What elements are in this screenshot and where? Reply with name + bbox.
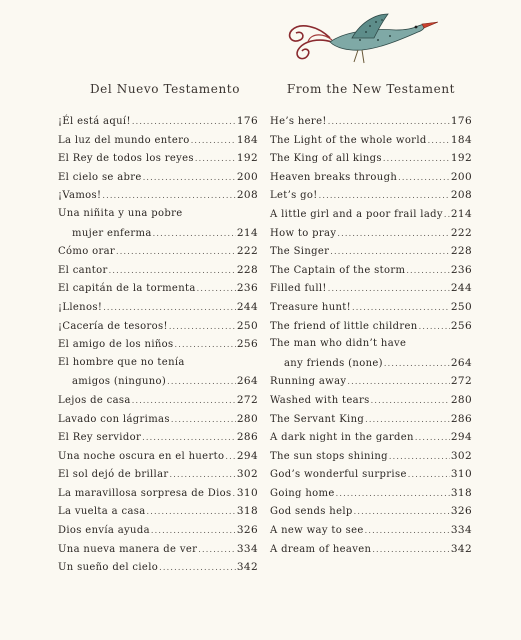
dot-leader (319, 187, 450, 206)
toc-entry-title: Una niñita y una pobre (58, 207, 183, 219)
toc-entry (58, 242, 258, 261)
toc-entry (58, 502, 258, 521)
toc-entry-page-number: 342 (236, 561, 258, 574)
toc-entry (270, 502, 472, 521)
toc-entry-title: A little girl and a poor frail lady (270, 208, 443, 220)
toc-entry-title: Filled full! (270, 283, 327, 295)
toc-entry-title: mujer enferma (72, 227, 152, 239)
toc-entry-page-number: 280 (236, 412, 258, 425)
dot-leader (371, 392, 450, 411)
toc-entry (270, 540, 472, 559)
toc-entry-title: El capitán de la tormenta (58, 283, 196, 295)
toc-entry (58, 447, 258, 466)
toc-entry-title: The friend of little children (270, 320, 418, 332)
dot-leader (337, 225, 450, 244)
dot-leader (169, 318, 236, 337)
toc-entry-page-number: 326 (450, 505, 472, 518)
spanish-toc-list (58, 112, 258, 577)
toc-entry (270, 521, 472, 540)
toc-entry-title: any friends (none) (284, 357, 383, 369)
toc-entry-page-number: 214 (236, 226, 258, 239)
toc-entry-page-number: 326 (236, 524, 258, 537)
toc-entry-page-number: 272 (236, 393, 258, 406)
dot-leader (151, 522, 236, 541)
toc-entry (58, 205, 258, 224)
toc-entry (270, 149, 472, 168)
toc-entry (58, 484, 258, 503)
toc-entry-page-number: 280 (450, 393, 472, 406)
toc-entry (58, 168, 258, 187)
toc-entry-page-number: 294 (450, 431, 472, 444)
dot-leader (132, 113, 236, 132)
toc-entry (58, 224, 258, 243)
toc-entry (58, 335, 258, 354)
dot-leader (419, 318, 450, 337)
toc-entry (58, 558, 258, 577)
toc-entry (270, 279, 472, 298)
dot-leader (109, 262, 236, 281)
toc-entry (270, 428, 472, 447)
dot-leader (408, 466, 450, 485)
toc-entry-title: The man who didn’t have (270, 338, 407, 350)
dot-leader (147, 503, 236, 522)
toc-entry (270, 242, 472, 261)
dot-leader (384, 355, 450, 374)
toc-entry-title: A dream of heaven (270, 543, 372, 555)
toc-entry-page-number: 264 (236, 375, 258, 388)
toc-entry-title: God’s wonderful surprise (270, 469, 407, 481)
toc-entry-title: He’s here! (270, 116, 327, 127)
toc-entry-page-number: 228 (450, 245, 472, 258)
toc-entry-page-number: 318 (450, 486, 472, 499)
dot-leader (143, 169, 236, 188)
toc-entry (270, 186, 472, 205)
toc-entry-title: ¡Vamos! (58, 190, 102, 202)
toc-entry-title: amigos (ninguno) (72, 376, 167, 388)
toc-entry-title: The Light of the whole world (270, 134, 427, 146)
dot-leader (198, 541, 236, 560)
toc-entry (58, 186, 258, 205)
toc-entry (58, 372, 258, 391)
dot-leader (132, 392, 236, 411)
toc-entry-page-number: 256 (236, 338, 258, 351)
toc-entry-title: The Servant King (270, 413, 365, 425)
toc-entry (58, 279, 258, 298)
toc-entry-title: Heaven breaks through (270, 171, 398, 183)
toc-entry-title: El Rey de todos los reyes (58, 153, 194, 165)
dot-leader (103, 299, 236, 318)
toc-entry-title: The Singer (270, 246, 330, 258)
toc-entry (58, 410, 258, 429)
toc-entry (270, 205, 472, 224)
toc-entry (270, 112, 472, 131)
dot-leader (167, 373, 236, 392)
toc-entry-page-number: 236 (450, 263, 472, 276)
dot-leader (142, 429, 236, 448)
toc-entry-page-number: 244 (450, 282, 472, 295)
toc-entry-page-number: 318 (236, 505, 258, 518)
toc-entry-page-number: 264 (450, 356, 472, 369)
toc-entry (58, 354, 258, 373)
dot-leader (347, 373, 450, 392)
dot-leader (415, 429, 450, 448)
toc-entry-title: The Captain of the storm (270, 264, 406, 276)
toc-entry-page-number: 236 (236, 282, 258, 295)
toc-entry (270, 224, 472, 243)
toc-entry-title: ¡Cacería de tesoros! (58, 320, 168, 332)
toc-entry-title: ¡Llenos! (58, 301, 103, 313)
toc-entry-page-number: 200 (450, 170, 472, 183)
dot-leader (383, 150, 450, 169)
toc-entry-page-number: 250 (450, 300, 472, 313)
bird-illustration-icon (278, 8, 438, 70)
toc-entry-page-number: 286 (236, 431, 258, 444)
dot-leader (102, 187, 236, 206)
spanish-column-heading: Del Nuevo Testamento (89, 82, 241, 96)
toc-entry-title: El sol dejó de brillar (58, 469, 169, 481)
toc-entry-title: Una noche oscura en el huerto (58, 450, 225, 462)
dot-leader (153, 225, 236, 244)
toc-entry-title: La luz del mundo entero (58, 134, 190, 146)
toc-entry-title: Washed with tears (270, 394, 370, 406)
toc-entry-title: A new way to see (270, 525, 364, 537)
toc-entry (270, 168, 472, 187)
toc-entry-page-number: 334 (236, 542, 258, 555)
toc-entry (270, 354, 472, 373)
toc-entry-page-number: 176 (236, 115, 258, 127)
toc-entry-page-number: 200 (236, 170, 258, 183)
toc-entry (58, 521, 258, 540)
toc-entry (58, 261, 258, 280)
toc-entry-page-number: 192 (450, 152, 472, 165)
toc-entry-page-number: 310 (236, 486, 258, 499)
toc-entry-title: Cómo orar (58, 246, 116, 258)
toc-entry-page-number: 294 (236, 449, 258, 462)
dot-leader (191, 132, 236, 151)
toc-entry-page-number: 302 (450, 449, 472, 462)
toc-entry (270, 335, 472, 354)
toc-entry-title: Lavado con lágrimas (58, 413, 170, 425)
toc-entry (58, 317, 258, 336)
toc-entry-title: El Rey servidor (58, 432, 142, 444)
dot-leader (336, 485, 450, 504)
toc-entry-page-number: 214 (450, 207, 472, 220)
dot-leader (170, 466, 236, 485)
dot-leader (116, 243, 236, 262)
toc-entry-title: The King of all kings (270, 153, 382, 165)
toc-entry-title: Una nueva manera de ver (58, 543, 198, 555)
dot-leader (197, 280, 236, 299)
toc-entry-title: God sends help (270, 506, 353, 518)
toc-entry (270, 447, 472, 466)
toc-entry-page-number: 302 (236, 468, 258, 481)
dot-leader (398, 169, 450, 188)
toc-entry (270, 372, 472, 391)
dot-leader (159, 559, 236, 578)
dot-leader (233, 485, 236, 504)
toc-entry-page-number: 256 (450, 319, 472, 332)
dot-leader (365, 411, 450, 430)
toc-entry (58, 540, 258, 559)
toc-entry-title: Treasure hunt! (270, 301, 352, 313)
dot-leader (354, 503, 450, 522)
toc-entry-page-number: 244 (236, 300, 258, 313)
dot-leader (175, 336, 236, 355)
dot-leader (328, 280, 450, 299)
dot-leader (195, 150, 236, 169)
dot-leader (389, 448, 450, 467)
toc-entry (270, 465, 472, 484)
toc-entry-title: El cielo se abre (58, 171, 142, 183)
toc-entry-page-number: 286 (450, 412, 472, 425)
toc-entry (58, 149, 258, 168)
toc-entry-page-number: 184 (236, 133, 258, 146)
english-column-heading: From the New Testament (286, 82, 456, 96)
toc-entry-title: The sun stops shining (270, 450, 388, 462)
toc-entry (270, 131, 472, 150)
toc-entry (270, 484, 472, 503)
toc-entry-page-number: 272 (450, 375, 472, 388)
toc-entry-page-number: 342 (450, 542, 472, 555)
dot-leader (372, 541, 450, 560)
toc-entry-page-number: 184 (450, 133, 472, 146)
toc-entry-title: Dios envía ayuda (58, 525, 150, 537)
dot-leader (444, 206, 450, 225)
toc-entry-page-number: 310 (450, 468, 472, 481)
toc-entry-page-number: 208 (450, 189, 472, 202)
dot-leader (330, 243, 450, 262)
toc-entry (58, 465, 258, 484)
english-toc-list (270, 112, 472, 558)
toc-entry-title: El hombre que no tenía (58, 356, 185, 368)
toc-entry-title: El cantor (58, 264, 108, 276)
toc-entry-page-number: 250 (236, 319, 258, 332)
toc-entry (58, 428, 258, 447)
dot-leader (171, 411, 236, 430)
toc-entry-title: La maravillosa sorpresa de Dios (58, 487, 232, 499)
toc-entry (270, 410, 472, 429)
dot-leader (328, 113, 450, 132)
toc-entry-title: Running away (270, 376, 347, 388)
dot-leader (352, 299, 450, 318)
toc-entry-title: El amigo de los niños (58, 339, 174, 351)
toc-entry-title: Lejos de casa (58, 394, 131, 406)
toc-entry-title: La vuelta a casa (58, 506, 146, 518)
toc-entry-title: Let’s go! (270, 190, 318, 202)
toc-entry (58, 298, 258, 317)
toc-entry-title: Going home (270, 487, 335, 499)
toc-entry (58, 112, 258, 131)
toc-entry-page-number: 176 (450, 115, 472, 127)
toc-entry-title: ¡Él está aquí! (58, 116, 131, 127)
dot-leader (406, 262, 450, 281)
toc-entry-title: A dark night in the garden (270, 432, 414, 444)
toc-entry-page-number: 334 (450, 524, 472, 537)
toc-entry (270, 298, 472, 317)
toc-entry-page-number: 208 (236, 189, 258, 202)
toc-entry (58, 131, 258, 150)
english-toc-column (270, 80, 472, 558)
toc-entry-page-number: 192 (236, 152, 258, 165)
toc-entry-title: Un sueño del cielo (58, 562, 159, 574)
dot-leader (365, 522, 450, 541)
toc-entry-title: How to pray (270, 227, 337, 239)
dot-leader (225, 448, 236, 467)
dot-leader (428, 132, 450, 151)
toc-entry (270, 391, 472, 410)
toc-entry (270, 261, 472, 280)
toc-entry (270, 317, 472, 336)
toc-entry-page-number: 222 (450, 226, 472, 239)
toc-entry (58, 391, 258, 410)
spanish-toc-column (58, 80, 258, 577)
toc-entry-page-number: 228 (236, 263, 258, 276)
toc-entry-page-number: 222 (236, 245, 258, 258)
